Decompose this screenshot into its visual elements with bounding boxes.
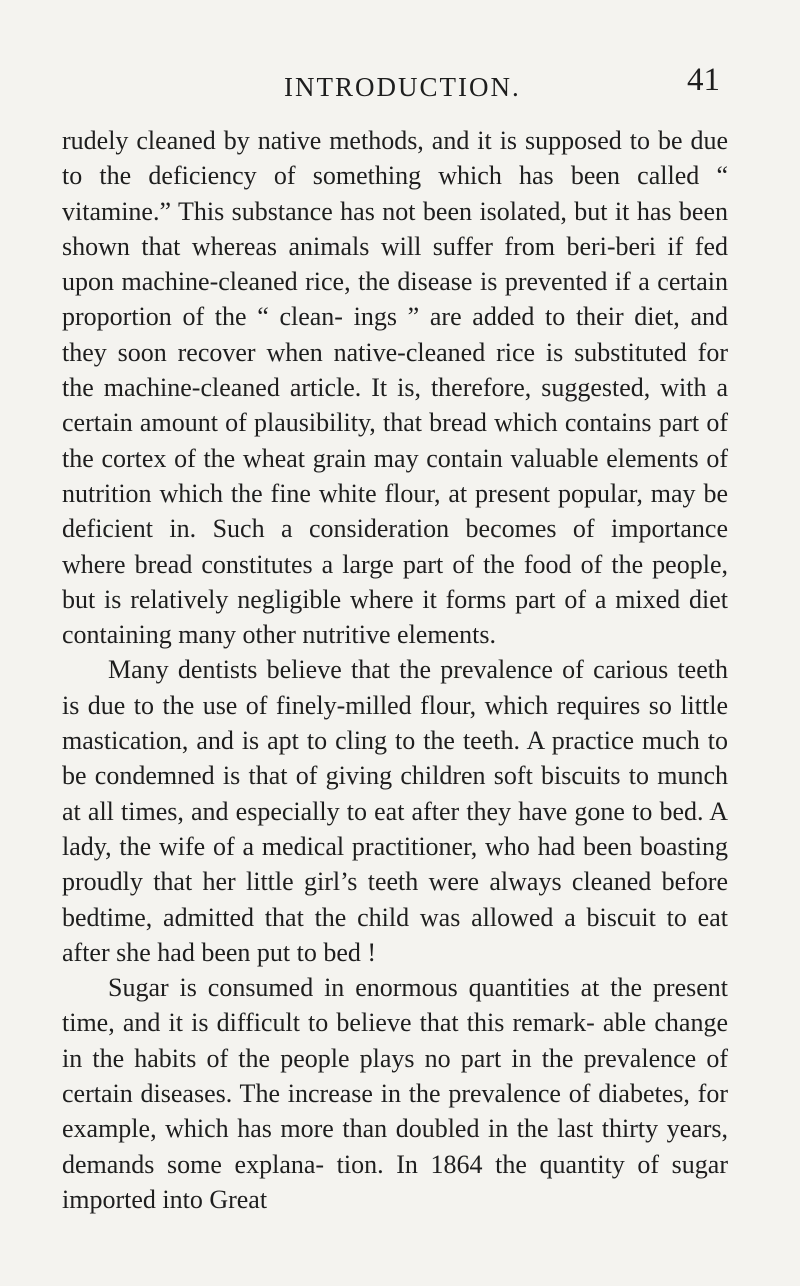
- page-number: 41: [687, 62, 720, 98]
- paragraph-dentists: Many dentists believe that the prevalence of carious teeth is due to the use of finely-milled flour, which requires so little mastication, and is apt to cling to the teeth. A practice much to be condemned is that of giving children soft biscuits to munch at all times, and especially to eat after they have gone to bed. A lady, the wife of a medical practitioner, who had been boasting proudly that her little girl’s teeth were always cleaned before bedtime, admitted that the child was allowed a biscuit to eat after she had been put to bed !: [62, 655, 728, 967]
- body-text: [62, 123, 728, 1217]
- paragraph-continuation: rudely cleaned by native methods, and it is supposed to be due to the deficiency of something which has been called “ vitamine.” This substance has not been isolated, but it has been shown that whereas animals will suffer from beri-beri if fed upon machine-cleaned rice, the disease is prevented if a certain proportion of the “ clean- ings ” are added to their diet, and they soon recover when native-cleaned rice is substituted for the machine-cleaned article. It is, therefore, suggested, with a certain amount of plausibility, that bread which contains part of the cortex of the wheat grain may contain valuable elements of nutrition which the fine white flour, at present popular, may be deficient in. Such a consideration becomes of importance where bread constitutes a large part of the food of the people, but is relatively negligible where it forms part of a mixed diet containing many other nutritive elements.: [62, 126, 728, 650]
- paragraph-sugar: Sugar is consumed in enormous quantities at the present time, and it is difficult to believe that this remark- able change in the habits of the people plays no part in the prevalence of certain diseases. The increase in the prevalence of diabetes, for example, which has more than doubled in the last thirty years, demands some explana- tion. In 1864 the quantity of sugar imported into Great: [62, 973, 728, 1214]
- running-title: INTRODUCTION.: [284, 72, 521, 102]
- running-head: [62, 62, 720, 112]
